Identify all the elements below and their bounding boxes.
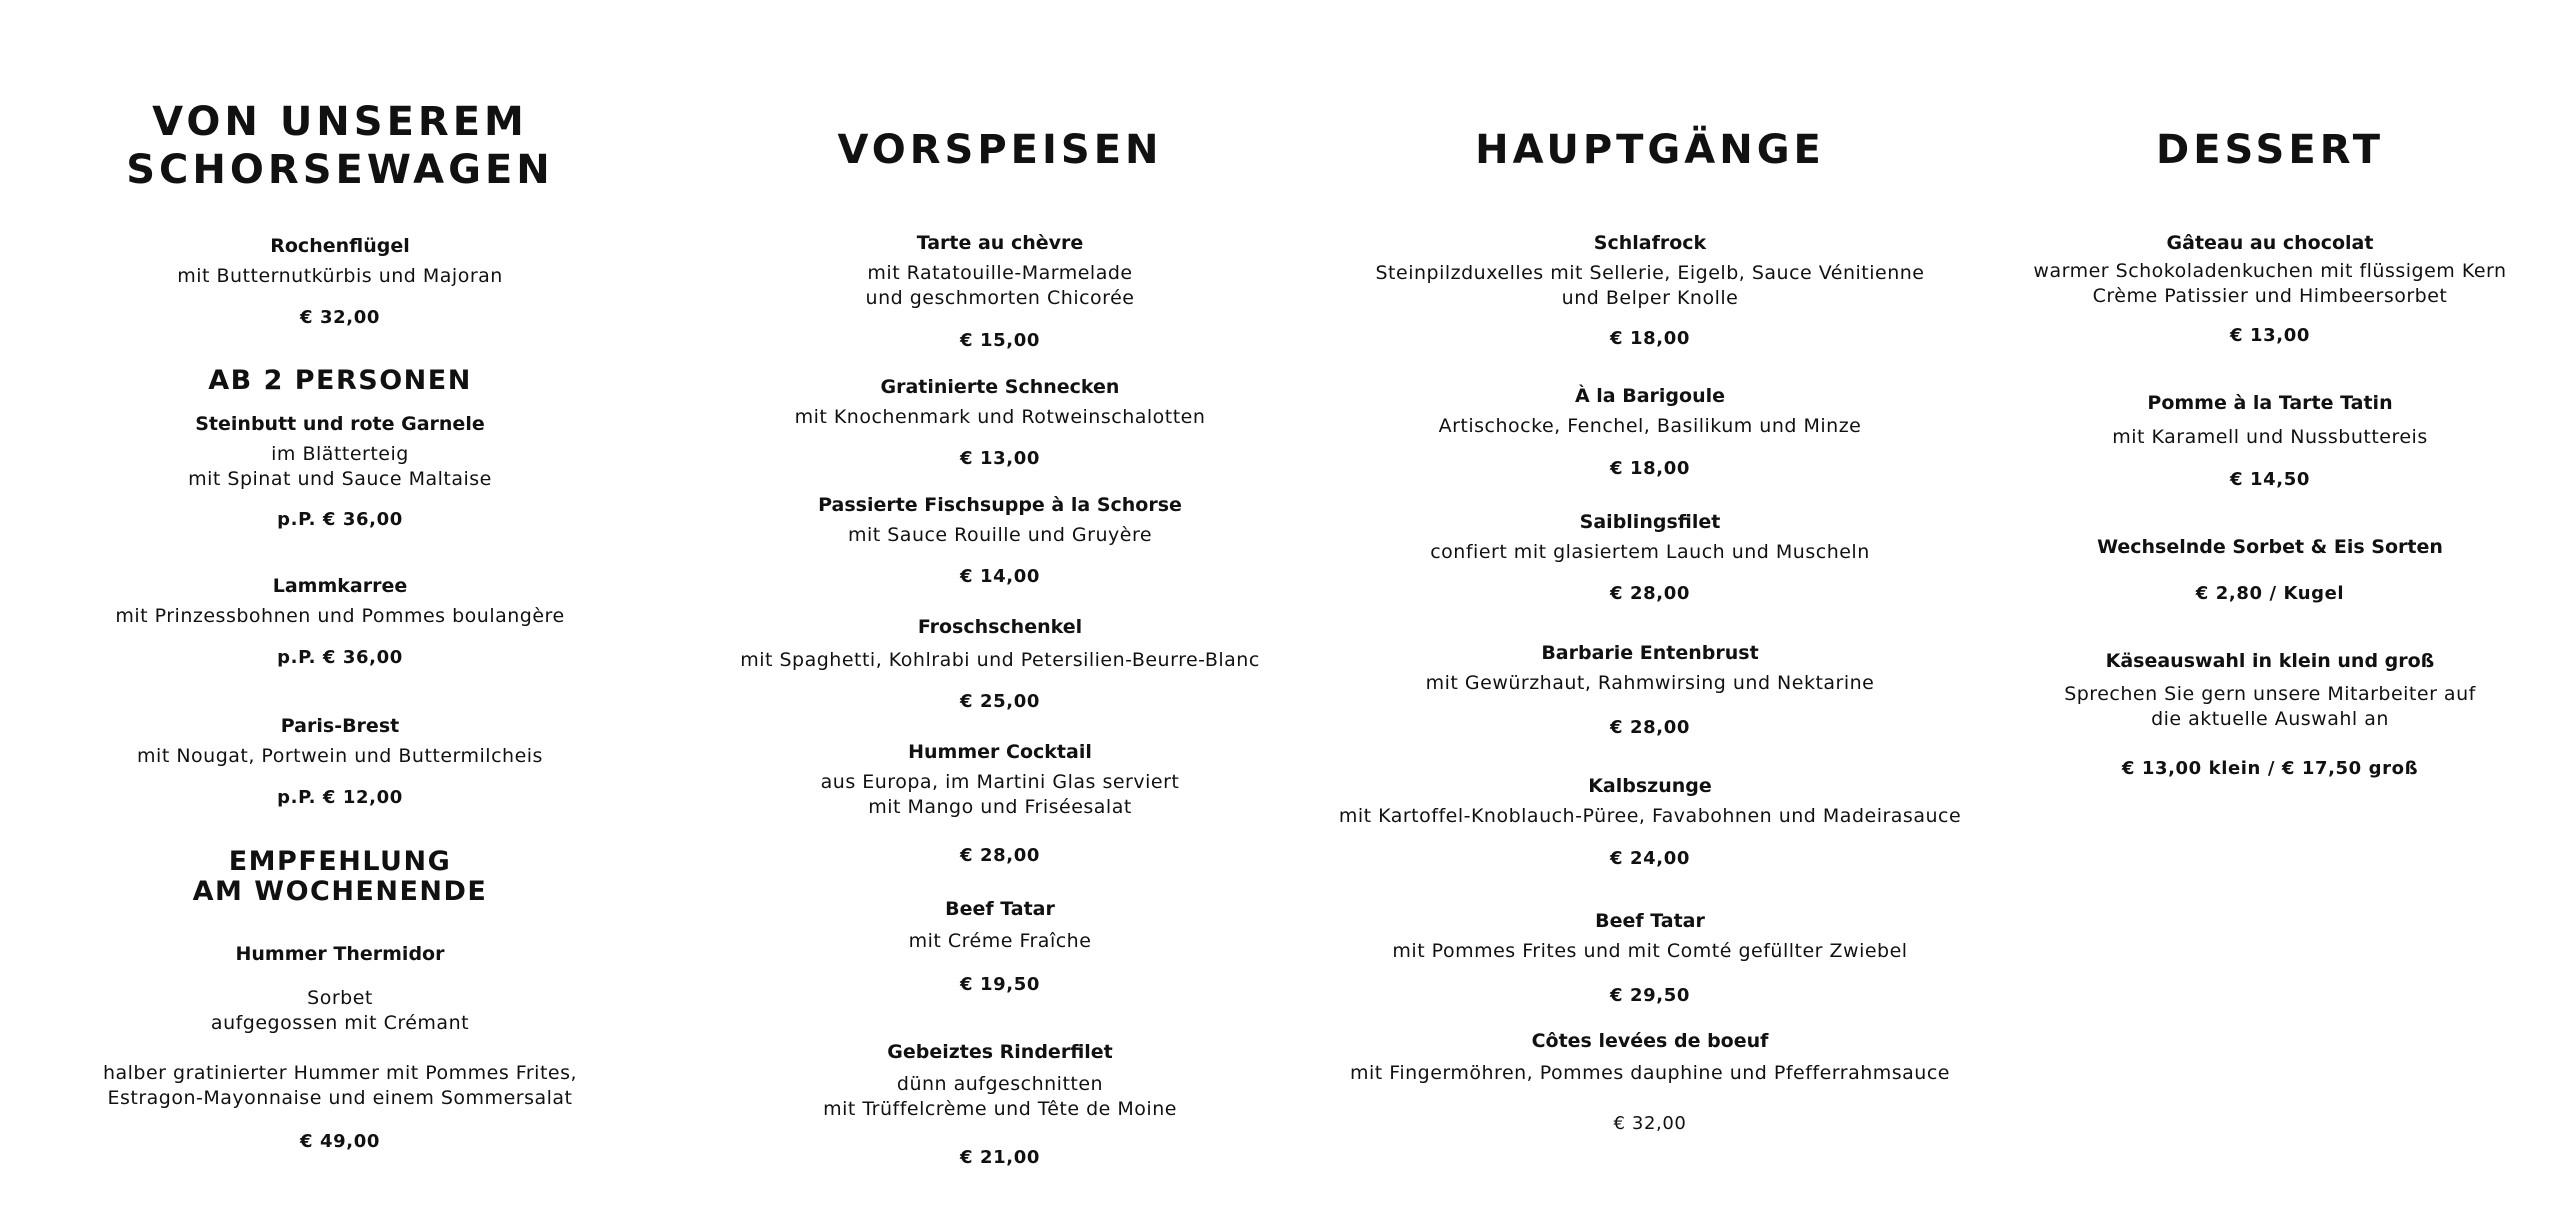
dish-description: mit Spaghetti, Kohlrabi und Petersilien-Beurre-Blanc	[740, 649, 1260, 671]
dish-price: € 32,00	[1613, 1113, 1687, 1134]
dish-name: Gebeiztes Rinderfilet	[887, 1041, 1113, 1063]
dish-price: € 49,00	[300, 1131, 380, 1152]
dish-name: Saiblingsfilet	[1579, 511, 1721, 533]
dish-description: mit Knochenmark und Rotweinschalotten	[794, 406, 1206, 428]
dish-name: Hummer Cocktail	[908, 741, 1092, 763]
dish-price: € 14,50	[2230, 469, 2310, 490]
dish-description: mit Fingermöhren, Pommes dauphine und Pfefferrahmsauce	[1350, 1062, 1950, 1084]
dish-price: € 2,80 / Kugel	[2195, 583, 2345, 604]
dish-name: Beef Tatar	[945, 898, 1055, 920]
dish-name: Beef Tatar	[1595, 910, 1705, 932]
dish-name: Wechselnde Sorbet & Eis Sorten	[2097, 536, 2443, 558]
dish-description: Sprechen Sie gern unsere Mitarbeiter auf die aktuelle Auswahl an	[2064, 683, 2476, 730]
dish-name: Froschschenkel	[917, 616, 1083, 638]
dish-price: € 18,00	[1610, 458, 1690, 479]
dish-description: warmer Schokoladenkuchen mit flüssigem Kern Crème Patissier und Himbeersorbet	[2033, 260, 2507, 307]
dish-price: € 25,00	[960, 691, 1040, 712]
dish-name: Tarte au chèvre	[916, 232, 1084, 254]
section-title-hauptgaenge: HAUPTGÄNGE	[1475, 127, 1825, 173]
section-title-schorsewagen: VON UNSEREM SCHORSEWAGEN	[126, 99, 554, 193]
dish-name: Rochenflügel	[270, 235, 410, 257]
dish-price: € 29,50	[1610, 985, 1690, 1006]
dish-description: aus Europa, im Martini Glas serviert mit Mango und Friséesalat	[820, 771, 1180, 818]
section-title-vorspeisen: VORSPEISEN	[837, 127, 1163, 173]
dish-description: mit Créme Fraîche	[908, 930, 1092, 952]
section-title-dessert: DESSERT	[2156, 127, 2384, 173]
dish-description: halber gratinierter Hummer mit Pommes Frites, Estragon-Mayonnaise und einem Sommersalat	[102, 1062, 578, 1109]
dish-description: mit Nougat, Portwein und Buttermilcheis	[137, 745, 543, 767]
dish-price: € 18,00	[1610, 328, 1690, 349]
dish-price: p.P. € 12,00	[277, 787, 403, 808]
dish-name: Kalbszunge	[1588, 775, 1712, 797]
dish-description: mit Gewürzhaut, Rahmwirsing und Nektarine	[1425, 672, 1875, 694]
dish-price: € 14,00	[960, 566, 1040, 587]
dish-description: Steinpilzduxelles mit Sellerie, Eigelb, Sauce Vénitienne und Belper Knolle	[1375, 262, 1925, 309]
dish-price: € 15,00	[960, 330, 1040, 351]
dish-name: Gâteau au chocolat	[2166, 232, 2374, 254]
dish-description: mit Ratatouille-Marmelade und geschmorten Chicorée	[865, 262, 1135, 309]
dish-name: Käseauswahl in klein und groß	[2105, 650, 2435, 672]
dish-description: im Blätterteig mit Spinat und Sauce Maltaise	[188, 443, 492, 490]
dish-price: € 19,50	[960, 974, 1040, 995]
dish-description: mit Kartoffel-Knoblauch-Püree, Favabohnen und Madeirasauce	[1338, 805, 1962, 827]
dish-description: Artischocke, Fenchel, Basilikum und Minze	[1438, 415, 1862, 437]
dish-description: mit Prinzessbohnen und Pommes boulangère	[115, 605, 565, 627]
dish-price: € 13,00 klein / € 17,50 groß	[2121, 758, 2419, 779]
dish-description: mit Karamell und Nussbuttereis	[2112, 426, 2428, 448]
dish-name: Steinbutt und rote Garnele	[195, 413, 485, 435]
dish-name: Pomme à la Tarte Tatin	[2147, 392, 2393, 414]
dish-price: € 24,00	[1610, 848, 1690, 869]
dish-description: mit Butternutkürbis und Majoran	[177, 265, 503, 287]
dish-price: € 28,00	[1610, 717, 1690, 738]
subsection-title-ab-2-personen: AB 2 PERSONEN	[208, 365, 472, 396]
dish-name: Lammkarree	[272, 575, 408, 597]
dish-price: € 13,00	[960, 448, 1040, 469]
dish-name: Côtes levées de boeuf	[1531, 1030, 1769, 1052]
dish-description: mit Pommes Frites und mit Comté gefüllter Zwiebel	[1392, 940, 1908, 962]
dish-description: Sorbet aufgegossen mit Crémant	[210, 987, 470, 1034]
dish-name: Barbarie Entenbrust	[1541, 642, 1759, 664]
dish-name: Gratinierte Schnecken	[880, 376, 1120, 398]
dish-name: À la Barigoule	[1574, 385, 1726, 407]
dish-description: dünn aufgeschnitten mit Trüffelcrème und Tête de Moine	[823, 1073, 1177, 1120]
dish-description: mit Sauce Rouille und Gruyère	[847, 524, 1153, 546]
dish-price: € 28,00	[960, 845, 1040, 866]
dish-name: Schlafrock	[1593, 232, 1707, 254]
dish-price: € 13,00	[2230, 325, 2310, 346]
dish-name: Hummer Thermidor	[235, 943, 445, 965]
dish-price: p.P. € 36,00	[277, 647, 403, 668]
dish-name: Passierte Fischsuppe à la Schorse	[818, 494, 1182, 516]
dish-price: € 32,00	[300, 307, 380, 328]
dish-description: confiert mit glasiertem Lauch und Muscheln	[1430, 541, 1870, 563]
dish-price: € 21,00	[960, 1147, 1040, 1168]
subsection-title-empfehlung: EMPFEHLUNG AM WOCHENENDE	[192, 846, 488, 907]
dish-price: p.P. € 36,00	[277, 509, 403, 530]
dish-price: € 28,00	[1610, 583, 1690, 604]
dish-name: Paris-Brest	[280, 715, 400, 737]
